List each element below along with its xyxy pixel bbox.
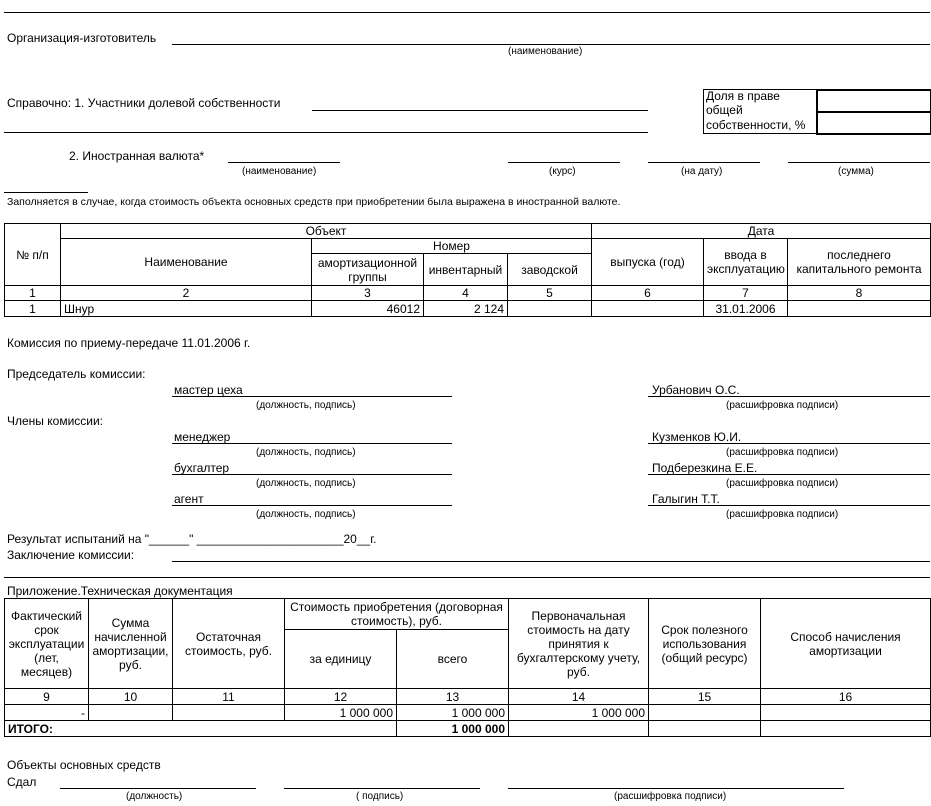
conclusion-line-2[interactable] (4, 577, 930, 578)
total-label: ИТОГО: (5, 721, 397, 737)
member-position: бухгалтер (174, 461, 230, 475)
members-label: Члены комиссии: (7, 414, 104, 428)
col-number: 10 (89, 689, 173, 705)
total-row (5, 721, 931, 737)
currency-sum-line[interactable] (788, 162, 930, 163)
chairman-name: Урбанович О.С. (652, 383, 740, 397)
conclusion-label: Заключение комиссии: (7, 548, 135, 562)
share-label-line-3: собственности, % (706, 118, 806, 132)
header-name: Наименование (61, 239, 312, 286)
cell-factory[interactable] (508, 301, 592, 317)
handed-position-line[interactable] (60, 788, 256, 789)
appendix-label: Приложение.Техническая документация (7, 584, 233, 598)
top-rule (4, 12, 930, 13)
currency-label: 2. Иностранная валюта* (69, 149, 205, 163)
header-inventory: инвентарный (424, 254, 508, 286)
member-position: менеджер (174, 430, 231, 444)
header-method: Способ начисления амортизации (761, 599, 931, 689)
col-number: 14 (509, 689, 649, 705)
col-number: 5 (508, 286, 592, 301)
objects-label: Объекты основных средств (7, 758, 161, 772)
currency-name-line[interactable] (228, 162, 340, 163)
share-value-box-2[interactable] (816, 111, 931, 135)
chairman-decode-caption: (расшифровка подписи) (726, 400, 839, 411)
handed-decode-line[interactable] (508, 788, 844, 789)
cell-inventory[interactable]: 2 124 (424, 301, 508, 317)
member-decode-line[interactable] (648, 474, 930, 475)
col-number: 9 (5, 689, 89, 705)
member-decode-caption: (расшифровка подписи) (726, 478, 839, 489)
header-last-repair: последнего капитального ремонта (788, 239, 931, 286)
header-date: Дата (592, 224, 931, 239)
member-decode-line[interactable] (648, 443, 930, 444)
chairman-label: Председатель комиссии: (7, 367, 146, 381)
member-decode-caption: (расшифровка подписи) (726, 509, 839, 520)
member-sign-line[interactable] (172, 505, 452, 506)
header-initial-cost: Первоначальная стоимость на дату принятия к бухгалтерскому учету, руб. (509, 599, 649, 689)
header-per-unit: за единицу (285, 630, 397, 689)
header-num: № п/п (5, 224, 61, 286)
cell-num[interactable]: 1 (5, 301, 61, 317)
handed-sign-caption: ( подпись) (356, 791, 404, 802)
member-position-caption: (должность, подпись) (256, 447, 356, 458)
cost-table (4, 598, 931, 737)
col-number: 4 (424, 286, 508, 301)
cell-name[interactable]: Шнур (61, 301, 312, 317)
currency-sum-caption: (сумма) (838, 166, 874, 177)
cell-useful-life[interactable] (649, 705, 761, 721)
footnote: Заполняется в случае, когда стоимость объекта основных средств при приобретении была выражена в иностранной валюте. (7, 196, 621, 208)
currency-rate-caption: (курс) (549, 166, 576, 177)
share-value-box-1[interactable] (816, 89, 931, 113)
conclusion-line-1[interactable] (172, 561, 930, 562)
member-sign-line[interactable] (172, 443, 452, 444)
currency-date-line[interactable] (648, 162, 760, 163)
header-object: Объект (61, 224, 592, 239)
participants-line-2[interactable] (4, 132, 648, 133)
header-accum-amort: Сумма начисленной амортизации, руб. (89, 599, 173, 689)
org-label: Организация-изготовитель (7, 31, 157, 45)
header-number: Номер (312, 239, 592, 254)
cell-commission[interactable]: 31.01.2006 (704, 301, 788, 317)
commission-title: Комиссия по приему-передаче 11.01.2006 г. (7, 336, 251, 350)
member-position-caption: (должность, подпись) (256, 478, 356, 489)
share-label-line-1: Доля в праве (706, 89, 780, 103)
test-result: Результат испытаний на "______" ______________________20__г. (7, 532, 377, 546)
member-name: Кузменков Ю.И. (652, 430, 742, 444)
total-value: 1 000 000 (397, 721, 509, 737)
header-release: выпуска (год) (592, 239, 704, 286)
table-row (5, 301, 931, 317)
cell-total[interactable]: 1 000 000 (397, 705, 509, 721)
cell-release[interactable] (592, 301, 704, 317)
header-commission: ввода в эксплуатацию (704, 239, 788, 286)
member-position: агент (174, 492, 204, 506)
participants-label: Справочно: 1. Участники долевой собственности (7, 96, 281, 110)
cell-per-unit[interactable]: 1 000 000 (285, 705, 397, 721)
chairman-sign-line[interactable] (172, 396, 452, 397)
table-row (5, 705, 931, 721)
cell-accum-amort[interactable] (89, 705, 173, 721)
col-number: 2 (61, 286, 312, 301)
header-residual: Остаточная стоимость, руб. (173, 599, 285, 689)
header-factory: заводской (508, 254, 592, 286)
header-useful-life: Срок полезного использования (общий ресурс) (649, 599, 761, 689)
cell-amort-group[interactable]: 46012 (312, 301, 424, 317)
currency-name-caption: (наименование) (242, 166, 317, 177)
col-number: 8 (788, 286, 931, 301)
chairman-decode-line[interactable] (648, 396, 930, 397)
header-acq-cost: Стоимость приобретения (договорная стоимость), руб. (285, 599, 509, 630)
handed-position-caption: (должность) (126, 791, 183, 802)
col-number: 7 (704, 286, 788, 301)
col-number: 11 (173, 689, 285, 705)
currency-rate-line[interactable] (508, 162, 620, 163)
col-number: 13 (397, 689, 509, 705)
total-empty-cell (761, 721, 931, 737)
handed-label: Сдал (7, 775, 37, 789)
col-number: 16 (761, 689, 931, 705)
col-number: 1 (5, 286, 61, 301)
org-caption: (наименование) (508, 46, 583, 57)
chairman-position: мастер цеха (174, 383, 243, 397)
member-decode-line[interactable] (648, 505, 930, 506)
object-table (4, 223, 931, 317)
cell-method[interactable] (761, 705, 931, 721)
col-number: 12 (285, 689, 397, 705)
cell-actual-term[interactable]: - (5, 705, 89, 721)
col-number: 15 (649, 689, 761, 705)
cell-residual[interactable] (173, 705, 285, 721)
header-actual-term: Фактический срок эксплуатации (лет, месяцев) (5, 599, 89, 689)
header-total: всего (397, 630, 509, 689)
member-decode-caption: (расшифровка подписи) (726, 447, 839, 458)
footnote-rule (4, 192, 88, 193)
member-name: Галыгин Т.Т. (652, 492, 720, 506)
cell-initial-cost[interactable]: 1 000 000 (509, 705, 649, 721)
total-empty-cell (509, 721, 649, 737)
total-empty-cell (649, 721, 761, 737)
chairman-position-caption: (должность, подпись) (256, 400, 356, 411)
cell-last-repair[interactable] (788, 301, 931, 317)
currency-date-caption: (на дату) (681, 166, 723, 177)
org-name-line[interactable] (172, 44, 930, 45)
header-amort-group: амортизационной группы (312, 254, 424, 286)
handed-decode-caption: (расшифровка подписи) (614, 791, 727, 802)
member-position-caption: (должность, подпись) (256, 509, 356, 520)
member-sign-line[interactable] (172, 474, 452, 475)
member-name: Подберезкина Е.Е. (652, 461, 758, 475)
share-label-line-2: общей (706, 103, 743, 117)
handed-sign-line[interactable] (284, 788, 480, 789)
col-number: 6 (592, 286, 704, 301)
participants-line-1[interactable] (312, 110, 648, 111)
col-number: 3 (312, 286, 424, 301)
